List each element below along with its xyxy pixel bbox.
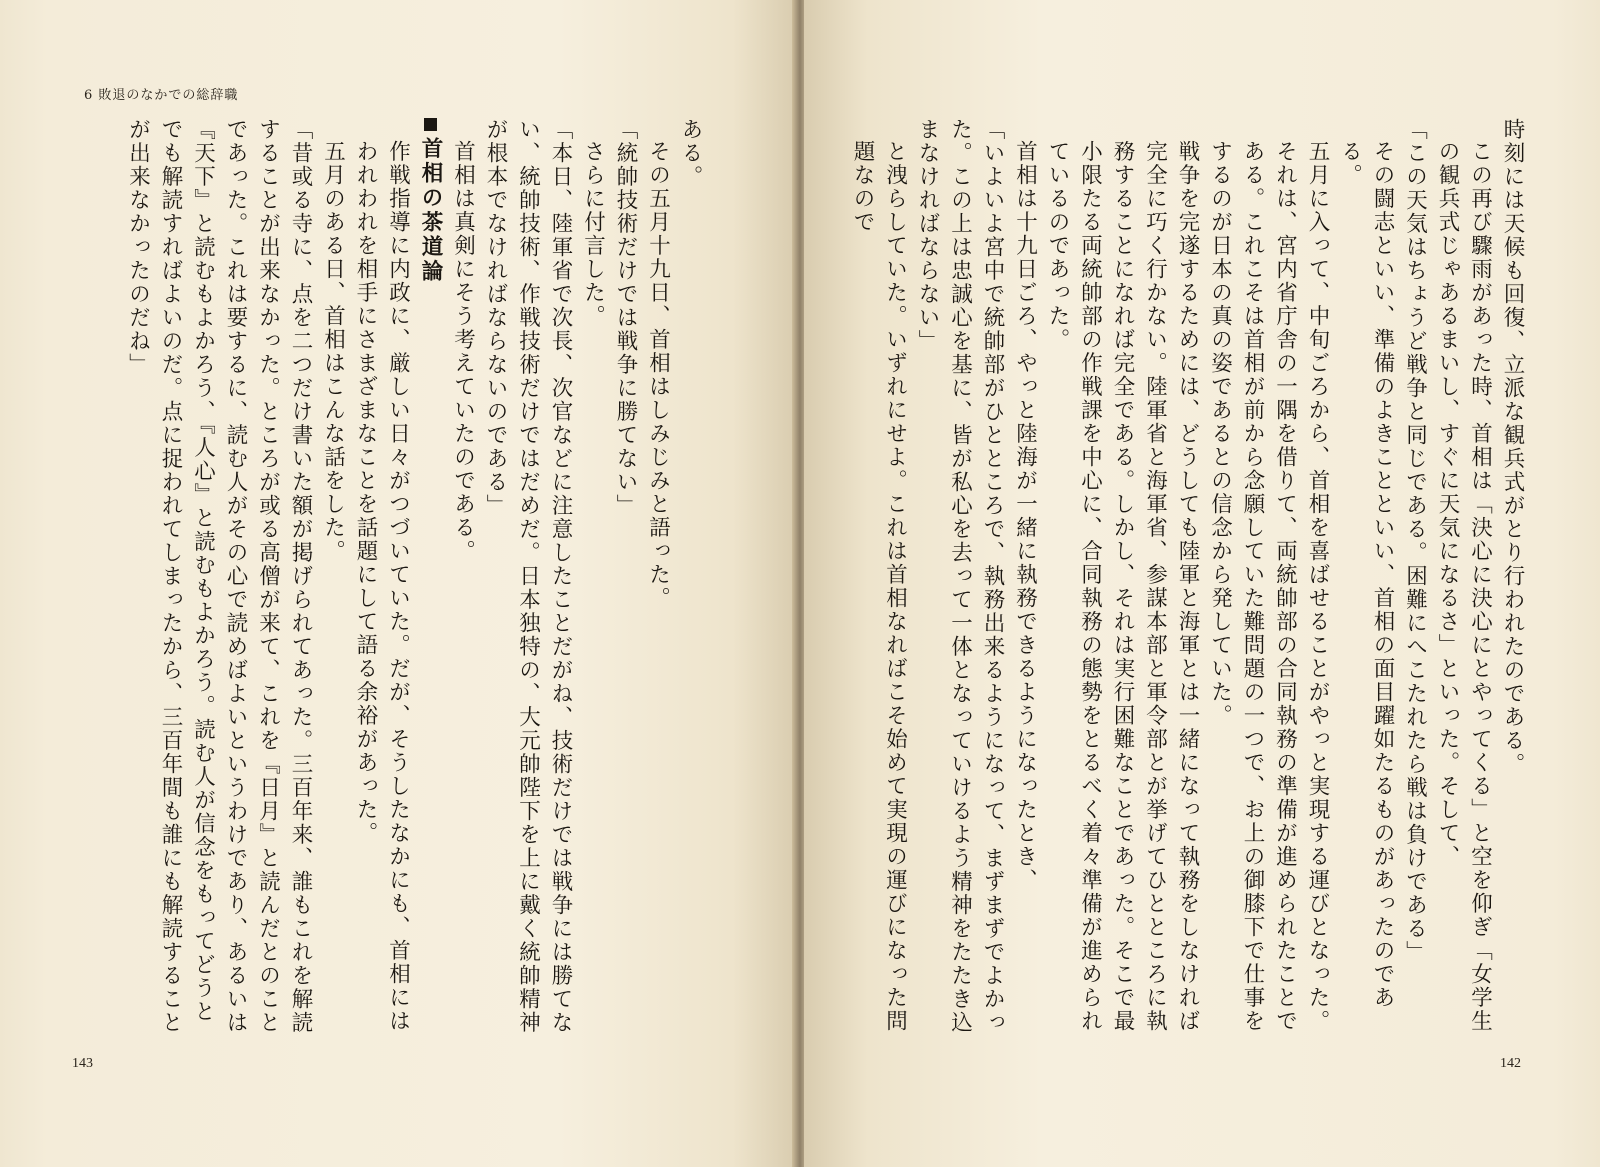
paragraph: 首相は十九日ごろ、やっと陸海が一緒に執務できるようになったとき、: [1012, 139, 1038, 892]
left-page-body: [66, 118, 706, 1038]
quote-paragraph: 「統帥技術だけでは戦争に勝てない」: [613, 118, 638, 518]
heading-square-icon: [424, 118, 437, 131]
left-page: [0, 0, 796, 1167]
page-number: 143: [72, 1056, 93, 1071]
paragraph: 首相は真剣にそう考えていたのである。: [450, 139, 476, 563]
paragraph: と洩らしていた。いずれにせよ。これは首相なればこそ始めて実現の運びになった問題なので: [850, 139, 908, 1033]
quote-paragraph: 「この天気はちょうど戦争と同じである。困難にへこたれたら戦は負けである」: [1402, 118, 1428, 964]
paragraph: この再び驟雨があった時、首相は「決心に決心にとやってくる」と空を仰ぎ「女学生の観兵式じゃあるまいし、すぐに天気になるさ」といった。そして、: [1435, 139, 1493, 1033]
paragraph: 戦争を完遂するためには、どうしても陸軍と海軍とは一緒になって執務をしなければ完全に巧く行かない。陸軍省と海軍省、参謀本部と軍令部とが挙げてひとところに執務することになれば完全である。しかし、それは実行困難なことであった。そこで最小限たる両統帥部の作戦課を中心に、合同執務の態勢をとるべく着々準備が進められているのであった。: [1045, 139, 1200, 1033]
running-head: 6 敗退のなかでの総辞職: [84, 88, 239, 103]
quote-paragraph: 「いよいよ宮中で統帥部がひとところで、執務出来るようになって、まずまずでよかった。この上は忠誠心を基に、皆が私心を去って一体となっていけるよう精神をたたき込まなければならない」: [915, 118, 1005, 1035]
paragraph: さらに付言した。: [580, 139, 606, 328]
right-page-body: [850, 118, 1528, 1038]
right-page: [804, 0, 1600, 1167]
paragraph: 時刻には天候も回復、立派な観兵式がとり行われたのである。: [1500, 118, 1525, 776]
section-heading: [414, 118, 447, 1038]
section-heading-text: 首相の茶道論: [418, 137, 443, 284]
paragraph: その五月十九日、首相はしみじみと語った。: [645, 139, 671, 610]
paragraph: ある。: [678, 118, 703, 189]
page-number: 142: [1500, 1056, 1521, 1071]
paragraph: その闘志といい、準備のよきことといい、首相の面目躍如たるものがあったのである。: [1337, 139, 1395, 1009]
quote-paragraph: 「昔或る寺に、点を二つだけ書いた額が掲げられてあった。三百年来、誰もこれを解読することが出来なかった。ところが或る高僧が来て、これを『日月』と読んだとのことであった。これは要するに、読む人がその心で読めばよいというわけであり、あるいは『天下』と読むもよかろう、『人心』と読むもよかろう。読む人が信念をもってどうとでも解読すればよいのだ。点に捉われてしまったから、三百年間も誰にも解読することが出来なかったのだね」: [125, 118, 313, 1035]
paragraph: 作戦指導に内政に、厳しい日々がつづいていた。だが、そうしたなかにも、首相にはわれわれを相手にさまざまなことを話題にして語る余裕があった。: [353, 139, 411, 1033]
paragraph: 五月のある日、首相はこんな話をした。: [320, 139, 346, 563]
paragraph: 五月に入って、中旬ごろから、首相を喜ばせることがやっと実現する運びとなった。それは、宮内省庁舎の一隅を借りて、両統帥部の合同執務の準備が進められたことである。これこそは首相が前から念願していた難問題の一つで、お上の御膝下で仕事をするのが日本の真の姿であるとの信念から発していた。: [1207, 139, 1330, 1033]
quote-paragraph: 「本日、陸軍省で次長、次官などに注意したことだがね、技術だけでは戦争には勝てない、統帥技術、作戦技術だけではだめだ。日本独特の、大元帥陛下を上に戴く統帥精神が根本でなければならないのである」: [483, 118, 573, 1035]
